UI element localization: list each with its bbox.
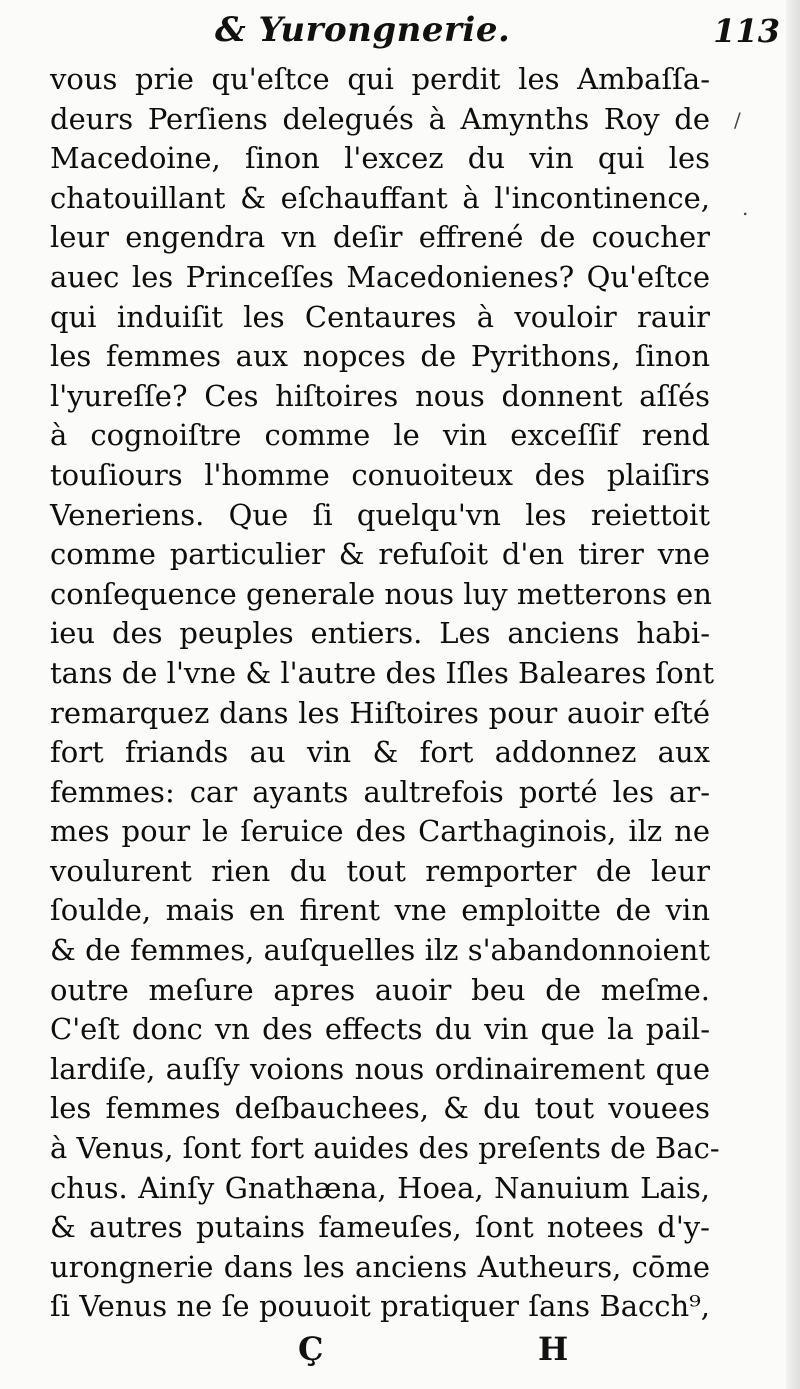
page-edge-shadow: [786, 0, 800, 1389]
text-line: ieu des peuples entiers. Les anciens habi-: [50, 616, 710, 651]
text-line: les femmes aux nopces de Pyrithons, ſinon: [50, 339, 710, 374]
text-line: chus. Ainſy Gnathæna, Hoea, Nanuium Lais,: [50, 1170, 710, 1205]
text-line: touſiours l'homme conuoiteux des plaiſirs: [50, 457, 710, 492]
running-title: & Yurongnerie.: [215, 10, 511, 50]
text-line: tans de l'vne & l'autre des Iſles Baleares ſont: [50, 655, 715, 690]
text-line: à cognoiſtre comme le vin exceſſif rend: [50, 418, 710, 453]
text-line: ſi Venus ne ſe pouuoit pratiquer ſans Bacch⁹,: [50, 1289, 710, 1324]
text-line: les femmes deſbauchees, & du tout vouees: [50, 1091, 710, 1126]
text-line: deurs Perſiens delegués à Amynths Roy de: [50, 101, 710, 136]
text-line: lardiſe, auſſy voions nous ordinairement que: [50, 1051, 710, 1086]
page-number: 113: [713, 12, 780, 50]
text-line: leur engendra vn deſir effrené de coucher: [50, 220, 710, 255]
page-header: [40, 10, 780, 60]
text-line: femmes: car ayants aultrefois porté les ar-: [50, 774, 710, 809]
page-footer: [40, 1330, 780, 1380]
body-text: [50, 60, 720, 1327]
text-line: Macedoine, ſinon l'excez du vin qui les: [50, 141, 710, 176]
text-line: ſoulde, mais en firent vne emploitte de vin: [50, 893, 710, 928]
text-line: urongnerie dans les anciens Autheurs, cōme: [50, 1249, 710, 1284]
text-line: auec les Princeſſes Macedonienes? Qu'eſtce: [50, 259, 710, 294]
text-line: qui induiſit les Centaures à vouloir rauir: [50, 299, 710, 334]
signature-mark: H: [538, 1330, 569, 1368]
text-line: C'eſt donc vn des effects du vin que la pail-: [50, 1012, 710, 1047]
margin-tick: /: [734, 108, 741, 132]
margin-dot: .: [742, 196, 749, 220]
text-line: l'yureſſe? Ces hiſtoires nous donnent aſſés: [50, 378, 710, 413]
text-line: outre meſure apres auoir beu de meſme.: [50, 972, 710, 1007]
text-line: fort friands au vin & fort addonnez aux: [50, 735, 710, 770]
text-line: & de femmes, auſquelles ilz s'abandonnoient: [50, 933, 710, 968]
text-line: & autres putains fameuſes, ſont notees d'y-: [50, 1210, 710, 1245]
catchword: Ç: [298, 1330, 324, 1368]
text-line: voulurent rien du tout remporter de leur: [50, 853, 710, 888]
text-line: mes pour le ſeruice des Carthaginois, ilz ne: [50, 814, 710, 849]
text-line: chatouillant & eſchauffant à l'incontinence,: [50, 180, 710, 215]
text-line: à Venus, ſont fort auides des preſents de Bac-: [50, 1131, 720, 1166]
text-line: vous prie qu'eſtce qui perdit les Ambaſſa-: [50, 62, 710, 96]
text-line: remarquez dans les Hiſtoires pour auoir eſté: [50, 695, 710, 730]
text-line: Veneriens. Que ſi quelqu'vn les reiettoit: [50, 497, 710, 532]
text-line: comme particulier & refuſoit d'en tirer vne: [50, 537, 710, 572]
text-line: conſequence generale nous luy metterons en: [50, 576, 712, 611]
